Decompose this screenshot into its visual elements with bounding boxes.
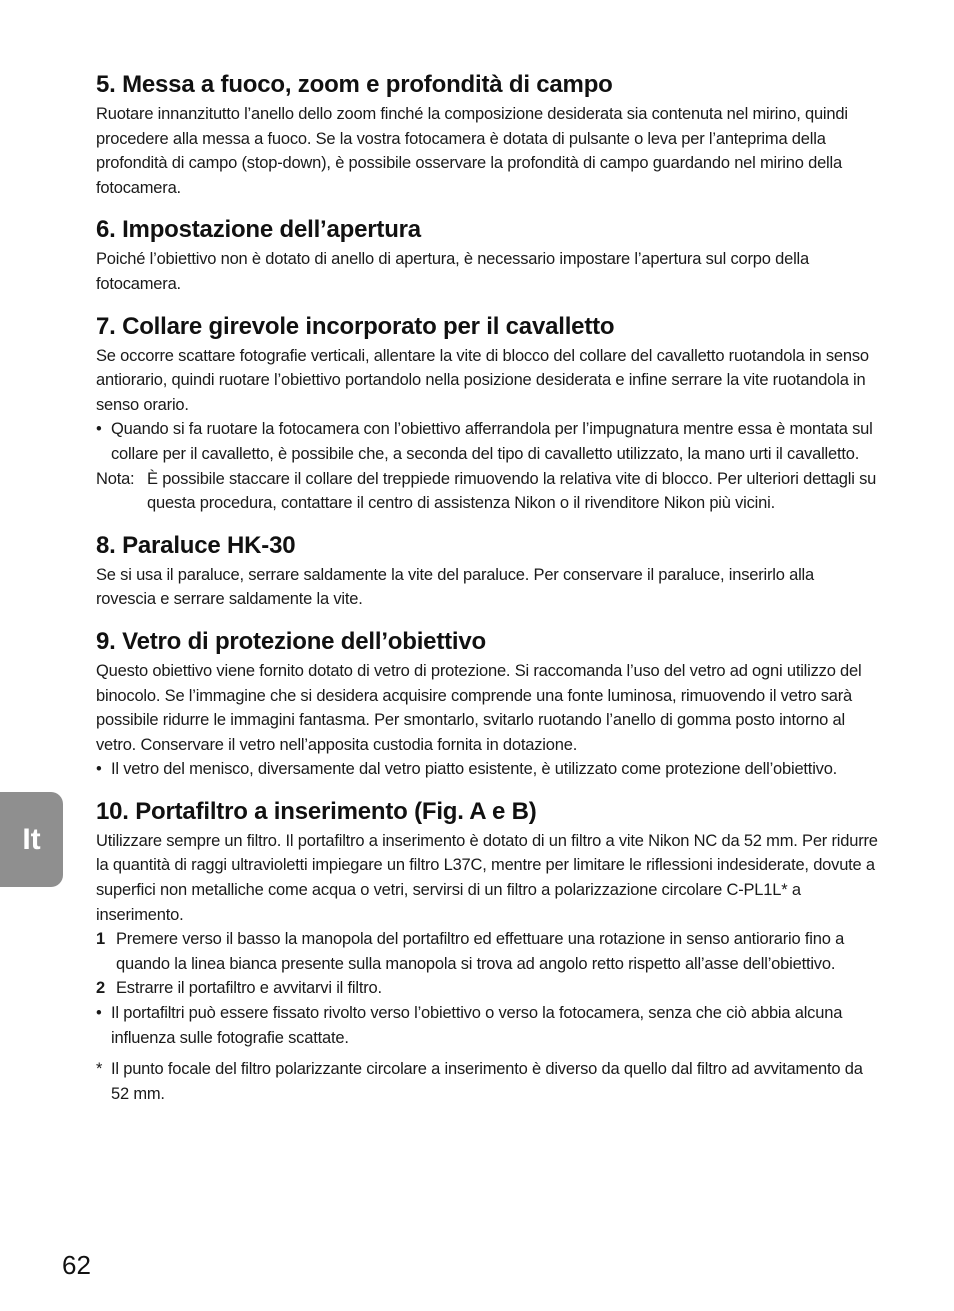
section-filter-holder [96, 797, 878, 1107]
language-label: It [22, 822, 41, 856]
asterisk-icon: * [96, 1060, 103, 1079]
step-text: Estrarre il portafiltro e avvitarvi il filtro. [116, 979, 382, 998]
section-title: 7. Collare girevole incorporato per il cavalletto [96, 312, 615, 340]
section-protective-glass [96, 627, 878, 782]
section-title: 10. Portafiltro a inserimento (Fig. A e B) [96, 797, 537, 825]
section-lens-hood [96, 531, 878, 612]
bullet-icon: • [96, 420, 102, 439]
section-title: 8. Paraluce HK-30 [96, 531, 296, 559]
step-number: 1 [96, 930, 105, 949]
section-tripod-collar [96, 312, 878, 516]
section-body: Se occorre scattare fotografie verticali, allentare la vite di blocco del collare del cavalletto ruotandola in senso antiorario, quindi ruotare l’obiettivo portandolo nella posizione desiderata e infine serrare la vite ruotandola in senso orario. [96, 346, 869, 414]
note-text: È possibile staccare il collare del treppiede rimuovendo la relativa vite di blocco. Per ulteriori dettagli su questa procedura, contattare il centro di assistenza Nikon o il rivenditore Nikon più vicini. [147, 469, 877, 513]
section-body: Se si usa il paraluce, serrare saldamente la vite del paraluce. Per conservare il paraluce, inserirlo alla rovescia e serrare saldamente la vite. [96, 565, 814, 609]
section-title: 9. Vetro di protezione dell’obiettivo [96, 627, 486, 655]
page-number: 62 [62, 1250, 91, 1280]
bullet-text: Il vetro del menisco, diversamente dal vetro piatto esistente, è utilizzato come protezione dell’obiettivo. [111, 760, 838, 779]
note-item [96, 467, 878, 516]
note-label: Nota: [96, 469, 135, 488]
section-body: Poiché l’obiettivo non è dotato di anello di apertura, è necessario impostare l’apertura sul corpo della fotocamera. [96, 250, 809, 293]
bullet-item [96, 417, 878, 466]
bullet-text: Il portafiltri può essere fissato rivolto verso l’obiettivo o verso la fotocamera, senza che ciò abbia alcuna influenza sulle fotografie scattate. [111, 1004, 843, 1047]
section-body: Utilizzare sempre un filtro. Il portafiltro a inserimento è dotato di un filtro a vite Nikon NC da 52 mm. Per ridurre la quantità di raggi ultravioletti impiegare un filtro L37C, mentre per limitare le riflessioni indesiderate, dovute a superfici non metalliche come acqua o vetri, servirsi di un filtro a polarizzazione circolare C-PL1L* a inserimento. [96, 831, 878, 924]
section-title: 5. Messa a fuoco, zoom e profondità di campo [96, 71, 613, 98]
step-item [96, 927, 878, 976]
bullet-item [96, 757, 878, 782]
footnote-item [96, 1057, 878, 1106]
section-title: 6. Impostazione dell’apertura [96, 216, 421, 244]
bullet-icon: • [96, 1004, 102, 1023]
step-number: 2 [96, 979, 105, 998]
bullet-icon: • [96, 760, 102, 779]
section-focus-zoom [96, 70, 878, 200]
footnote-text: Il punto focale del filtro polarizzante circolare a inserimento è diverso da quello dal filtro ad avvitamento da 52 mm. [111, 1060, 863, 1103]
section-body: Questo obiettivo viene fornito dotato di vetro di protezione. Si raccomanda l’uso del vetro ad ogni utilizzo del binocolo. Se l’immagine che si desidera acquisire comprende una fonte luminosa, rimuovendo il vetro sarà possibile ridurre le immagini fantasma. Per smontarlo, svitarlo ruotando l’anello di gomma posto intorno al vetro. Conservare il vetro nell’apposita custodia fornita in dotazione. [96, 661, 862, 754]
step-item [96, 976, 878, 1001]
section-body: Ruotare innanzitutto l’anello dello zoom finché la composizione desiderata sia contenuta nel mirino, quindi procedere alla messa a fuoco. Se la vostra fotocamera è dotata di pulsante o leva per l’anteprima della profondità di campo (stop-down), è possibile osservare la profondità di campo guardando nel mirino della fotocamera. [96, 105, 848, 197]
section-aperture [96, 215, 878, 296]
manual-page [96, 70, 878, 1121]
bullet-item [96, 1001, 878, 1050]
step-text: Premere verso il basso la manopola del portafiltro ed effettuare una rotazione in senso antiorario fino a quando la linea bianca presente sulla manopola si trova ad angolo retto rispetto all’asse dell’obiettivo. [116, 930, 845, 973]
language-tab [0, 792, 63, 887]
bullet-text: Quando si fa ruotare la fotocamera con l’obiettivo afferrandola per l’impugnatura mentre essa è montata sul collare per il cavalletto, è possibile che, a seconda del tipo di cavalletto utilizzato, la mano urti il cavalletto. [111, 420, 873, 463]
